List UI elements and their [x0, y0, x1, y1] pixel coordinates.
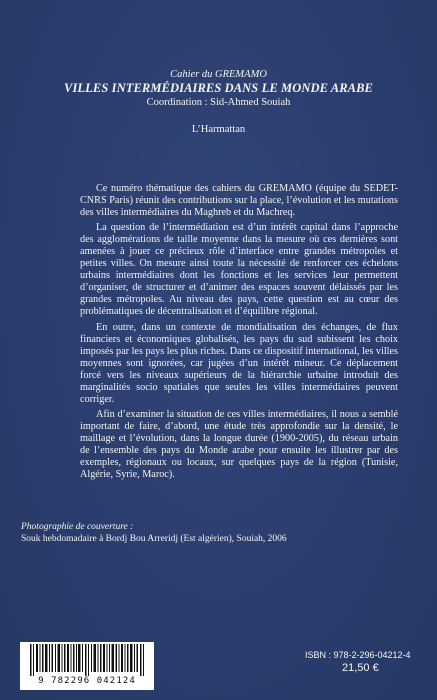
publisher-name: L’Harmattan — [191, 124, 246, 135]
photo-credit-label: Photographie de couverture : — [21, 522, 134, 532]
cover-photo-credit — [21, 522, 381, 545]
book-title: VILLES INTERMÉDIAIRES DANS LE MONDE ARABE — [64, 81, 373, 95]
photo-credit-caption: Souk hebdomadaire à Bordj Bou Arreridj (Est algérien), Souiah, 2006 — [21, 533, 287, 544]
barcode-digits: 9 782296 042124 — [38, 676, 136, 686]
blurb-text — [80, 183, 398, 484]
barcode — [20, 642, 154, 690]
blurb-paragraph: Ce numéro thématique des cahiers du GREMAMO (équipe du SEDET-CNRS Paris) réunit des contributions sur la place, l’évolution et les mutations des villes intermédiaires du Maghreb et du Machreq. — [80, 183, 398, 219]
blurb-paragraph: Afin d’examiner la situation de ces villes intermédiaires, il nous a semblé important de faire, d’abord, une étude très approfondie sur la densité, le maillage et l’évolution, dans la longue durée (1900-2005), du réseau urbain de l’ensemble des pays du Monde arabe pour ensuite les illustrer par des exemples, régionaux ou locaux, sur quelques pays de la région (Tunisie, Algérie, Syrie, Maroc). — [80, 408, 398, 481]
price-label: 21,50 € — [342, 662, 379, 674]
isbn-number: ISBN : 978-2-296-04212-4 — [305, 650, 411, 660]
series-name: Cahier du GREMAMO — [170, 69, 267, 80]
barcode-bars — [20, 642, 154, 676]
coordination-line: Coordination : Sid-Ahmed Souiah — [146, 97, 291, 108]
blurb-paragraph: La question de l’intermédiation est d’un intérêt capital dans l’approche des agglomérations de taille moyenne dans la mesure où ces dernières sont amenées à jouer ce précieux rôle d’interface entre grandes métropoles et petites villes. On mesure ainsi toute la nécessité de renforcer ces échelons urbains intermédiaires dont les fonctions et les services leur permettent d’organiser, de structurer et d’animer des espaces souvent délaissés par les grandes métropoles. Au niveau des pays, cette question est au cœur des problématiques de décentralisation et d’équilibre régional. — [80, 222, 398, 318]
cover-header — [0, 69, 437, 136]
blurb-paragraph: En outre, dans un contexte de mondialisation des échanges, de flux financiers et économiques globalisés, les pays du sud subissent les choix imposés par les pays les plus riches. Dans ce dispositif international, les villes moyennes sont ignorées, car jugées d’un intérêt mineur. Ce déplacement forcé vers les niveaux supérieurs de la hiérarchie urbaine introduit des marginalités socio spatiales que seules les villes intermédiaires peuvent corriger. — [80, 321, 398, 405]
